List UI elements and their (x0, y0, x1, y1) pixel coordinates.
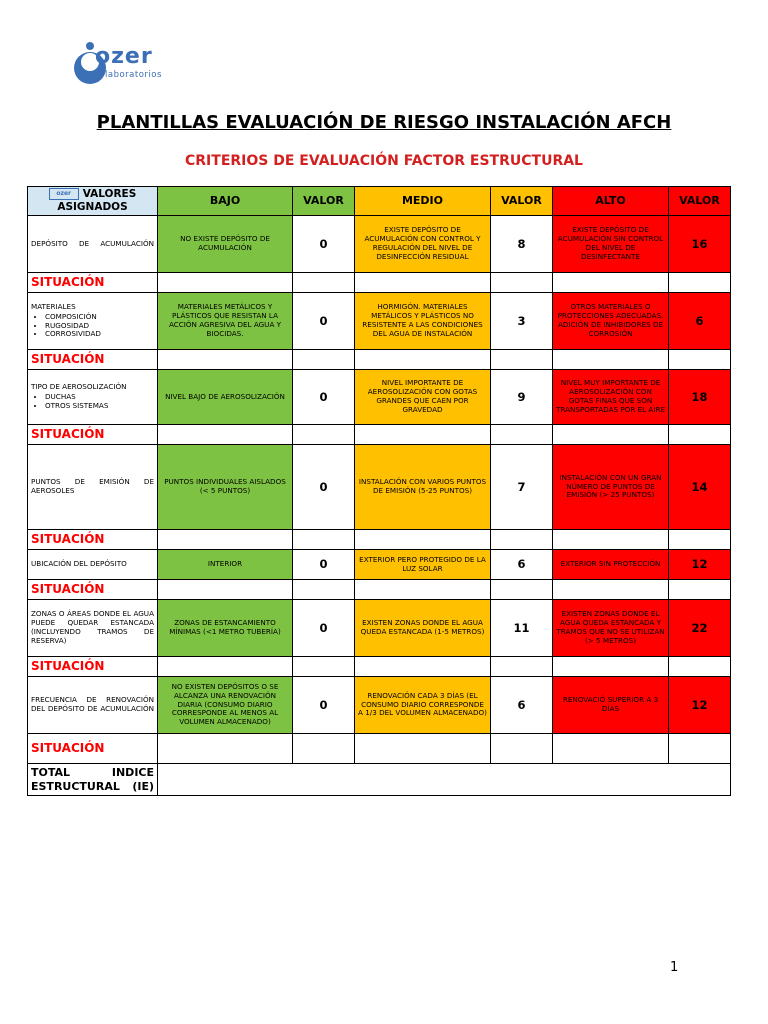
criterion-cell (28, 370, 158, 425)
medio-cell: INSTALACIÓN CON VARIOS PUNTOS DE EMISIÓN (5-25 PUNTOS) (355, 445, 491, 530)
situacion-input-valor-alto[interactable] (669, 580, 731, 600)
situacion-input-bajo[interactable] (158, 734, 293, 764)
table-row (28, 370, 731, 425)
situacion-input-bajo[interactable] (158, 580, 293, 600)
page-subtitle: CRITERIOS DE EVALUACIÓN FACTOR ESTRUCTURAL (185, 153, 583, 169)
situacion-input-alto[interactable] (553, 530, 669, 550)
bajo-cell: INTERIOR (158, 550, 293, 580)
situacion-input-valor-alto[interactable] (669, 425, 731, 445)
valor-alto-cell: 14 (669, 445, 731, 530)
situacion-input-medio[interactable] (355, 425, 491, 445)
situacion-input-valor-bajo[interactable] (293, 734, 355, 764)
situacion-input-valor-bajo[interactable] (293, 425, 355, 445)
situacion-row (28, 580, 731, 600)
header-medio: MEDIO (355, 187, 491, 216)
criterion-cell: FRECUENCIA DE RENOVACIÓN DEL DEPÓSITO DE ACUMULACIÓN (28, 677, 158, 734)
valor-bajo-cell: 0 (293, 293, 355, 350)
valor-medio-cell: 11 (491, 600, 553, 657)
medio-cell: HORMIGÓN. MATERIALES METÁLICOS Y PLÁSTICOS NO RESISTENTE A LAS CONDICIONES DEL AGUA DE INSTALACIÓN (355, 293, 491, 350)
situacion-input-valor-alto[interactable] (669, 273, 731, 293)
situacion-input-valor-bajo[interactable] (293, 580, 355, 600)
situacion-label: SITUACIÓN (28, 530, 158, 550)
situacion-input-alto[interactable] (553, 350, 669, 370)
list-item: • OTROS SISTEMAS (45, 402, 154, 411)
situacion-row (28, 425, 731, 445)
situacion-input-valor-bajo[interactable] (293, 273, 355, 293)
situacion-input-bajo[interactable] (158, 657, 293, 677)
situacion-input-medio[interactable] (355, 657, 491, 677)
situacion-label: SITUACIÓN (28, 734, 158, 764)
criterion-cell: ZONAS O ÁREAS DONDE EL AGUA PUEDE QUEDAR ESTANCADA (INCLUYENDO TRAMOS DE RESERVA) (28, 600, 158, 657)
bajo-cell: NO EXISTE DEPÓSITO DE ACUMULACIÓN (158, 216, 293, 273)
situacion-label: SITUACIÓN (28, 425, 158, 445)
situacion-input-alto[interactable] (553, 580, 669, 600)
alto-cell: INSTALACIÓN CON UN GRAN NÚMERO DE PUNTOS DE EMISIÓN (> 25 PUNTOS) (553, 445, 669, 530)
situacion-input-alto[interactable] (553, 657, 669, 677)
situacion-input-alto[interactable] (553, 273, 669, 293)
situacion-input-medio[interactable] (355, 530, 491, 550)
criterion-list (31, 313, 154, 339)
alto-cell: EXTERIOR SIN PROTECCIÓN (553, 550, 669, 580)
header-asignados: ASIGNADOS (57, 201, 128, 213)
situacion-input-alto[interactable] (553, 734, 669, 764)
situacion-input-valor-medio[interactable] (491, 734, 553, 764)
situacion-input-bajo[interactable] (158, 530, 293, 550)
situacion-label: SITUACIÓN (28, 350, 158, 370)
header-valor-medio: VALOR (491, 187, 553, 216)
header-valor-bajo: VALOR (293, 187, 355, 216)
situacion-input-bajo[interactable] (158, 273, 293, 293)
header-valores: VALORES (82, 188, 137, 201)
valor-bajo-cell: 0 (293, 600, 355, 657)
situacion-input-medio[interactable] (355, 734, 491, 764)
situacion-input-bajo[interactable] (158, 425, 293, 445)
situacion-input-valor-alto[interactable] (669, 734, 731, 764)
medio-cell: NIVEL IMPORTANTE DE AEROSOLIZACIÓN CON GOTAS GRANDES QUE CAEN POR GRAVEDAD (355, 370, 491, 425)
page-number: 1 (670, 960, 679, 975)
criterion-cell: DEPÓSITO DE ACUMULACIÓN (28, 216, 158, 273)
situacion-row (28, 657, 731, 677)
alto-cell: EXISTEN ZONAS DONDE EL AGUA QUEDA ESTANCADA Y TRAMOS QUE NO SE UTILIZAN (> 5 METROS) (553, 600, 669, 657)
valor-alto-cell: 16 (669, 216, 731, 273)
situacion-row (28, 530, 731, 550)
bajo-cell: PUNTOS INDIVIDUALES AISLADOS (< 5 PUNTOS) (158, 445, 293, 530)
ozer-small-logo: ozer (49, 188, 79, 200)
situacion-input-valor-medio[interactable] (491, 425, 553, 445)
valor-alto-cell: 12 (669, 677, 731, 734)
situacion-row (28, 734, 731, 764)
valor-alto-cell: 6 (669, 293, 731, 350)
total-label: TOTAL INDICE ESTRUCTURAL (IE) (28, 764, 158, 796)
alto-cell: NIVEL MUY IMPORTANTE DE AEROSOLIZACIÓN CON GOTAS FINAS QUE SON TRANSPORTADAS POR EL AIRE (553, 370, 669, 425)
criterion-list (31, 393, 154, 411)
valor-medio-cell: 6 (491, 550, 553, 580)
valor-medio-cell: 7 (491, 445, 553, 530)
table-row (28, 293, 731, 350)
alto-cell: OTROS MATERIALES O PROTECCIONES ADECUADAS. ADICIÓN DE INHIBIDORES DE CORROSIÓN (553, 293, 669, 350)
situacion-input-medio[interactable] (355, 350, 491, 370)
alto-cell: EXISTE DEPÓSITO DE ACUMULACIÓN SIN CONTROL DEL NIVEL DE DESINFECTANTE (553, 216, 669, 273)
header-bajo: BAJO (158, 187, 293, 216)
valor-medio-cell: 6 (491, 677, 553, 734)
table-row (28, 600, 731, 657)
criterion-label: TIPO DE AEROSOLIZACIÓN (31, 382, 127, 392)
valor-alto-cell: 22 (669, 600, 731, 657)
situacion-input-valor-medio[interactable] (491, 580, 553, 600)
situacion-label: SITUACIÓN (28, 657, 158, 677)
medio-cell: EXISTEN ZONAS DONDE EL AGUA QUEDA ESTANCADA (1-5 METROS) (355, 600, 491, 657)
medio-cell: RENOVACIÓN CADA 3 DÍAS (EL CONSUMO DIARIO CORRESPONDE A 1/3 DEL VOLUMEN ALMACENADO) (355, 677, 491, 734)
medio-cell: EXTERIOR PERO PROTEGIDO DE LA LUZ SOLAR (355, 550, 491, 580)
total-row (28, 764, 731, 796)
situacion-input-valor-bajo[interactable] (293, 530, 355, 550)
valor-medio-cell: 9 (491, 370, 553, 425)
situacion-input-valor-medio[interactable] (491, 273, 553, 293)
valor-alto-cell: 18 (669, 370, 731, 425)
risk-evaluation-table (27, 186, 731, 796)
criterion-label: MATERIALES (31, 301, 76, 311)
bajo-cell: NIVEL BAJO DE AEROSOLIZACIÓN (158, 370, 293, 425)
valor-bajo-cell: 0 (293, 677, 355, 734)
alto-cell: RENOVACIÓ SUPERIOR A 3 DÍAS (553, 677, 669, 734)
valor-medio-cell: 8 (491, 216, 553, 273)
situacion-label: SITUACIÓN (28, 580, 158, 600)
valor-medio-cell: 3 (491, 293, 553, 350)
header-valor-alto: VALOR (669, 187, 731, 216)
bajo-cell: MATERIALES METÁLICOS Y PLÁSTICOS QUE RESISTAN LA ACCIÓN AGRESIVA DEL AGUA Y BIOCIDAS. (158, 293, 293, 350)
bajo-cell: ZONAS DE ESTANCAMIENTO MÍNIMAS (<1 METRO TUBERÍA) (158, 600, 293, 657)
valor-bajo-cell: 0 (293, 370, 355, 425)
situacion-input-medio[interactable] (355, 580, 491, 600)
page-title: PLANTILLAS EVALUACIÓN DE RIESGO INSTALACIÓN AFCH (96, 112, 672, 133)
situacion-row (28, 350, 731, 370)
table-row (28, 445, 731, 530)
situacion-input-valor-medio[interactable] (491, 530, 553, 550)
situacion-input-valor-alto[interactable] (669, 657, 731, 677)
table-row (28, 216, 731, 273)
header-alto: ALTO (553, 187, 669, 216)
list-item: • RUGOSIDAD (45, 322, 154, 331)
medio-cell: EXISTE DEPÓSITO DE ACUMULACIÓN CON CONTROL Y REGULACIÓN DEL NIVEL DE DESINFECCIÓN RESIDUAL (355, 216, 491, 273)
situacion-input-valor-medio[interactable] (491, 657, 553, 677)
situacion-input-alto[interactable] (553, 425, 669, 445)
logo-name: ozer (95, 44, 153, 69)
situacion-input-valor-bajo[interactable] (293, 657, 355, 677)
table-header-row (28, 187, 731, 216)
situacion-row (28, 273, 731, 293)
situacion-input-valor-alto[interactable] (669, 530, 731, 550)
situacion-input-valor-medio[interactable] (491, 350, 553, 370)
valor-bajo-cell: 0 (293, 445, 355, 530)
criterion-cell (28, 293, 158, 350)
list-item: • DUCHAS (45, 393, 154, 402)
situacion-input-valor-bajo[interactable] (293, 350, 355, 370)
total-value-input[interactable] (158, 764, 731, 796)
situacion-input-bajo[interactable] (158, 350, 293, 370)
header-valores-asignados (28, 187, 158, 216)
valor-bajo-cell: 0 (293, 216, 355, 273)
valor-alto-cell: 12 (669, 550, 731, 580)
bajo-cell: NO EXISTEN DEPÓSITOS O SE ALCANZA UNA RENOVACIÓN DIARIA (CONSUMO DIARIO CORRESPONDE AL MENOS AL VOLUMEN ALMACENADO) (158, 677, 293, 734)
logo-subtitle: laboratorios (105, 70, 162, 80)
list-item: • COMPOSICIÓN (45, 313, 154, 322)
list-item: • CORROSIVIDAD (45, 330, 154, 339)
table-row (28, 550, 731, 580)
situacion-input-medio[interactable] (355, 273, 491, 293)
criterion-cell: PUNTOS DE EMISIÓN DE AEROSOLES (28, 445, 158, 530)
table-row (28, 677, 731, 734)
criterion-cell: UBICACIÓN DEL DEPÓSITO (28, 550, 158, 580)
situacion-input-valor-alto[interactable] (669, 350, 731, 370)
valor-bajo-cell: 0 (293, 550, 355, 580)
situacion-label: SITUACIÓN (28, 273, 158, 293)
